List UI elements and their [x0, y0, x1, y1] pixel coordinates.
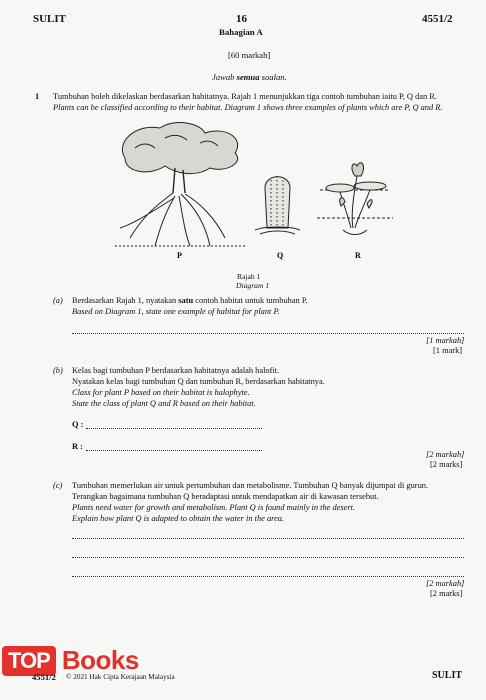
part-a-ms: Berdasarkan Rajah 1, nyatakan satu contoh habitat untuk tumbuhan P.: [72, 296, 308, 305]
topbooks-watermark: [2, 645, 139, 676]
cactus-plant-q: [255, 176, 300, 234]
part-b-label: (b): [53, 366, 63, 375]
footer-sulit: SULIT: [432, 670, 463, 681]
page-number: 16: [236, 13, 247, 25]
part-c-en-2: Explain how plant Q is adapted to obtain the water in the area.: [72, 514, 285, 523]
part-b-ms-1: Kelas bagi tumbuhan P berdasarkan habitatnya adalah halofit.: [72, 366, 280, 375]
part-b-en-2: State the class of plant Q and R based on their habitat.: [72, 399, 256, 408]
answer-line-b-r[interactable]: [86, 450, 262, 451]
part-b-ms-2: Nyatakan kelas bagi tumbuhan Q dan tumbuhan R, berdasarkan habitatnya.: [72, 377, 325, 386]
part-c-marks-ms: [2 markah]: [426, 579, 465, 588]
diagram-1-plants: [105, 118, 395, 268]
part-a-marks-ms: [1 markah]: [426, 336, 465, 345]
part-a-label: (a): [53, 296, 63, 305]
part-c-ms-1: Tumbuhan memerlukan air untuk pertumbuhan dan metabolisme. Tumbuhan Q banyak dijumpai di gurun.: [72, 481, 429, 490]
part-b-marks-ms: [2 markah]: [426, 450, 465, 459]
label-r: R: [355, 251, 361, 260]
watermark-top: TOP: [2, 646, 56, 676]
question-intro-en: Plants can be classified according to their habitat. Diagram 1 shows three examples of plants which are P, Q and R.: [53, 103, 443, 112]
diagram-caption-ms: Rajah 1: [237, 272, 261, 281]
question-number: 1: [35, 92, 40, 101]
mangrove-plant-p: [115, 123, 245, 246]
question-intro-ms: Tumbuhan boleh dikelaskan berdasarkan habitatnya. Rajah 1 menunjukkan tiga contoh tumbuhan iaitu P, Q dan R.: [53, 92, 437, 101]
footer-code: 4551/2: [32, 672, 56, 682]
section-title: Bahagian A: [219, 27, 263, 37]
part-c-label: (c): [53, 481, 63, 490]
water-plant-r: [317, 163, 393, 235]
paper-code: 4551/2: [422, 13, 453, 25]
answer-line-c-2[interactable]: [72, 557, 464, 558]
part-b-en-1: Class for plant P based on their habitat is halophyte.: [72, 388, 250, 397]
diagram-caption-en: Diagram 1: [236, 281, 270, 290]
part-b-q-label: Q :: [72, 420, 84, 429]
answer-line-c-3[interactable]: [72, 576, 464, 577]
label-q: Q: [277, 251, 284, 260]
part-a-marks-en: [1 mark]: [433, 346, 463, 355]
answer-line-b-q[interactable]: [86, 428, 262, 429]
part-c-en-1: Plants need water for growth and metabolism. Plant Q is found mainly in the desert.: [72, 503, 356, 512]
answer-line-c-1[interactable]: [72, 538, 464, 539]
label-p: P: [177, 251, 182, 260]
part-c-ms-2: Terangkan bagaimana tumbuhan Q beradaptasi untuk mendapatkan air di kawasan tersebut.: [72, 492, 379, 501]
answer-line-a[interactable]: [72, 333, 464, 334]
part-b-r-label: R :: [72, 442, 83, 451]
part-b-marks-en: [2 marks]: [430, 460, 463, 469]
watermark-books: Books: [61, 645, 139, 675]
section-marks: [60 markah]: [228, 50, 271, 60]
header-sulit: SULIT: [33, 13, 67, 25]
footer-copyright: © 2021 Hak Cipta Kerajaan Malaysia: [66, 673, 175, 681]
part-c-marks-en: [2 marks]: [430, 589, 463, 598]
part-a-en: Based on Diagram 1, state one example of habitat for plant P.: [72, 307, 280, 316]
section-instruction: Jawab semua soalan.: [212, 72, 287, 82]
